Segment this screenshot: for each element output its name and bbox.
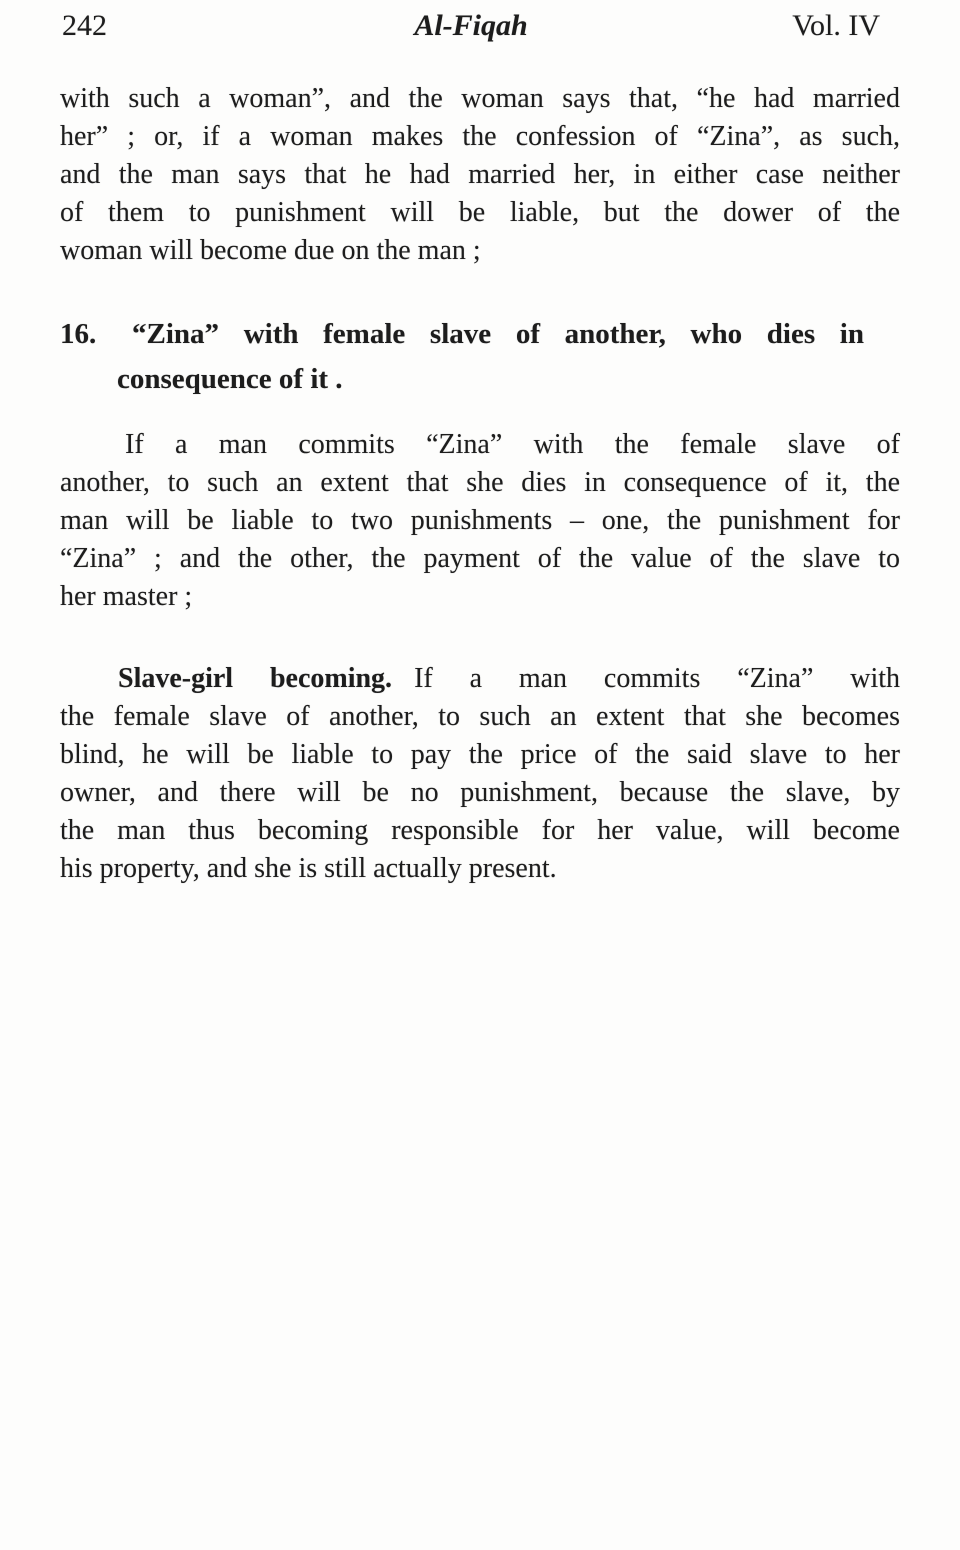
text-line: blind, he will be liable to pay the price of the said slave to her — [60, 739, 900, 770]
text-line: the female slave of another, to such an extent that she becomes — [60, 701, 900, 732]
text-line: owner, and there will be no punishment, because the slave, by — [60, 777, 900, 808]
text-line: his property, and she is still actually present. — [60, 853, 557, 884]
text-line: and the man says that he had married her, in either case neither — [60, 159, 900, 190]
volume-label: Vol. IV — [792, 9, 880, 42]
paragraph-section16 — [60, 426, 900, 616]
section-number: 16. — [60, 318, 97, 350]
text-line: If a man commits “Zina” with the female slave of — [125, 429, 900, 460]
text-line: her master ; — [60, 581, 193, 612]
section-title-line: “Zina” with female slave of another, who dies in — [132, 318, 864, 350]
text-line: of them to punishment will be liable, but the dower of the — [60, 197, 900, 228]
text-line: another, to such an extent that she dies in consequence of it, the — [60, 467, 900, 498]
section-title-line: consequence of it . — [117, 363, 343, 395]
text-line: with such a woman”, and the woman says that, “he had married — [60, 83, 900, 114]
paragraph-continuation — [60, 80, 900, 270]
page-body — [0, 80, 960, 888]
book-title: Al-Fiqah — [414, 9, 528, 42]
text-line: man will be liable to two punishments – one, the punishment for — [60, 505, 900, 536]
text-line — [60, 660, 900, 698]
text-line: woman will become due on the man ; — [60, 235, 481, 266]
text-line: her” ; or, if a woman makes the confession of “Zina”, as such, — [60, 121, 900, 152]
text-line: the man thus becoming responsible for her value, will become — [60, 815, 900, 846]
text-line: “Zina” ; and the other, the payment of the value of the slave to — [60, 543, 900, 574]
section-title — [117, 312, 864, 402]
section-heading — [60, 312, 864, 402]
page-number: 242 — [62, 9, 107, 42]
text-segment: If a man commits “Zina” with — [414, 663, 901, 694]
page-header — [0, 0, 960, 44]
paragraph-lead-in: Slave-girl becoming. — [118, 663, 393, 694]
paragraph-slave-girl — [60, 660, 900, 888]
